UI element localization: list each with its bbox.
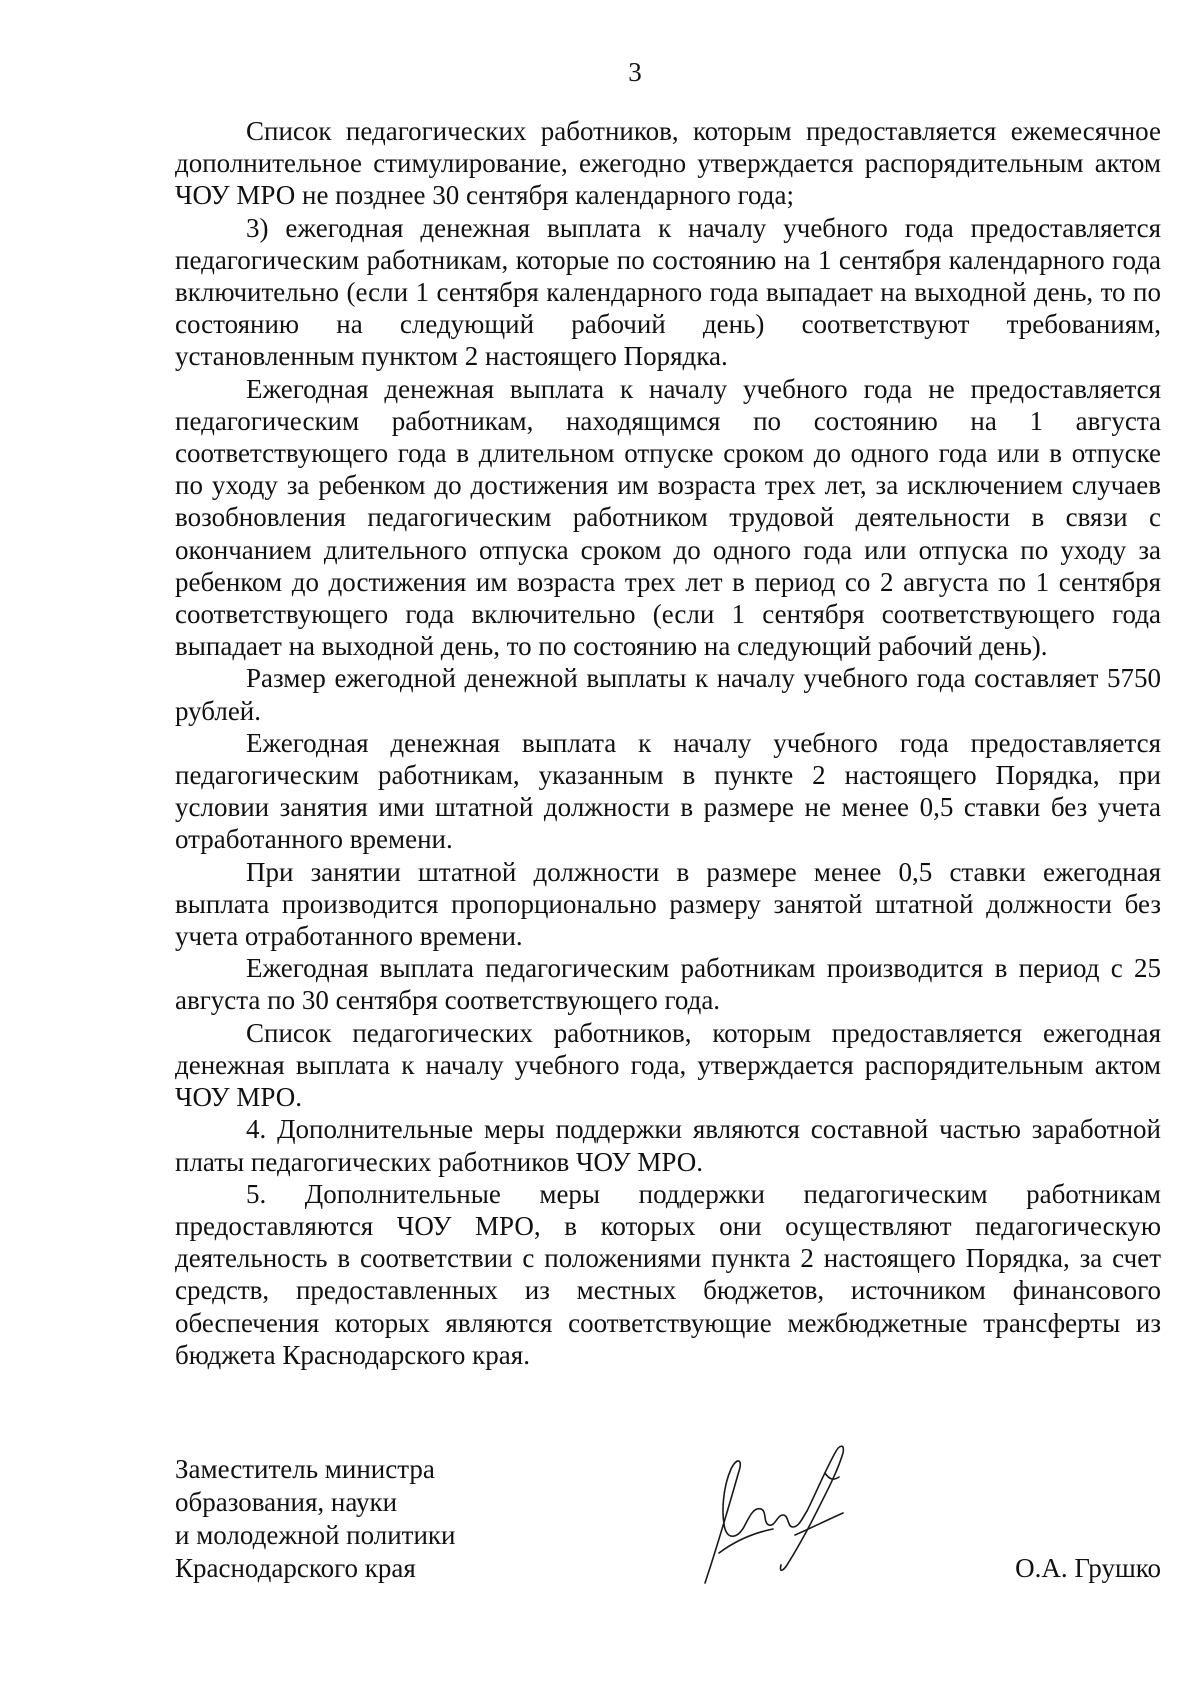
document-body (175, 115, 1161, 1371)
paragraph: 5. Дополнительные меры поддержки педагогическим работникам предоставляются ЧОУ МРО, в которых они осуществляют педагогическую деятельность в соответствии с положениями пункта 2 настоящего Порядка, за счет средств, предоставленных из местных бюджетов, источником финансового обеспечения которых являются соответствующие межбюджетные трансферты из бюджета Краснодарского края. (175, 1178, 1161, 1370)
paragraph: 4. Дополнительные меры поддержки являются составной частью заработной платы педагогических работников ЧОУ МРО. (175, 1114, 1161, 1177)
signer-position (175, 1453, 455, 1585)
paragraph: Ежегодная денежная выплата к началу учебного года не предоставляется педагогическим работникам, находящимся по состоянию на 1 августа соответствующего года в длительном отпуске сроком до одного года или в отпуске по уходу за ребенком до достижения им возраста трех лет, за исключением случаев возобновления педагогическим работником трудовой деятельности в связи с окончанием длительного отпуска сроком до одного года или отпуска по уходу за ребенком до достижения им возраста трех лет в период со 2 августа по 1 сентября соответствующего года включительно (если 1 сентября соответствующего года выпадает на выходной день, то по состоянию на следующий рабочий день). (175, 373, 1161, 662)
paragraph: Ежегодная выплата педагогическим работникам производится в период с 25 августа по 30 сентября соответствующего года. (175, 953, 1161, 1016)
signer-position-line: и молодежной политики (175, 1520, 456, 1550)
signer-position-line: Краснодарского края (175, 1553, 416, 1583)
signer-position-line: образования, науки (175, 1487, 398, 1517)
page-number: 3 (628, 57, 642, 87)
paragraph: При занятии штатной должности в размере менее 0,5 ставки ежегодная выплата производится пропорционально размеру занятой штатной должности без учета отработанного времени. (175, 856, 1161, 952)
paragraph: Ежегодная денежная выплата к началу учебного года предоставляется педагогическим работникам, указанным в пункте 2 настоящего Порядка, при условии занятия ими штатной должности в размере не менее 0,5 ставки без учета отработанного времени. (175, 727, 1161, 855)
paragraph: Размер ежегодной денежной выплаты к началу учебного года составляет 5750 рублей. (175, 663, 1161, 726)
signature-block (175, 1453, 1161, 1603)
paragraph: Список педагогических работников, которым предоставляется ежемесячное дополнительное стимулирование, ежегодно утверждается распорядительным актом ЧОУ МРО не позднее 30 сентября календарного года; (175, 116, 1161, 211)
paragraph: Список педагогических работников, которым предоставляется ежегодная денежная выплата к началу учебного года, утверждается распорядительным актом ЧОУ МРО. (175, 1017, 1161, 1113)
paragraph: 3) ежегодная денежная выплата к началу учебного года предоставляется педагогическим работникам, которые по состоянию на 1 сентября календарного года включительно (если 1 сентября календарного года выпадает на выходной день, то по состоянию на следующий рабочий день) соответствуют требованиям, установленным пунктом 2 настоящего Порядка. (175, 212, 1161, 372)
handwritten-signature (675, 1433, 875, 1593)
signer-name: О.А. Грушко (1015, 1553, 1161, 1583)
signer-position-line: Заместитель министра (175, 1454, 435, 1484)
